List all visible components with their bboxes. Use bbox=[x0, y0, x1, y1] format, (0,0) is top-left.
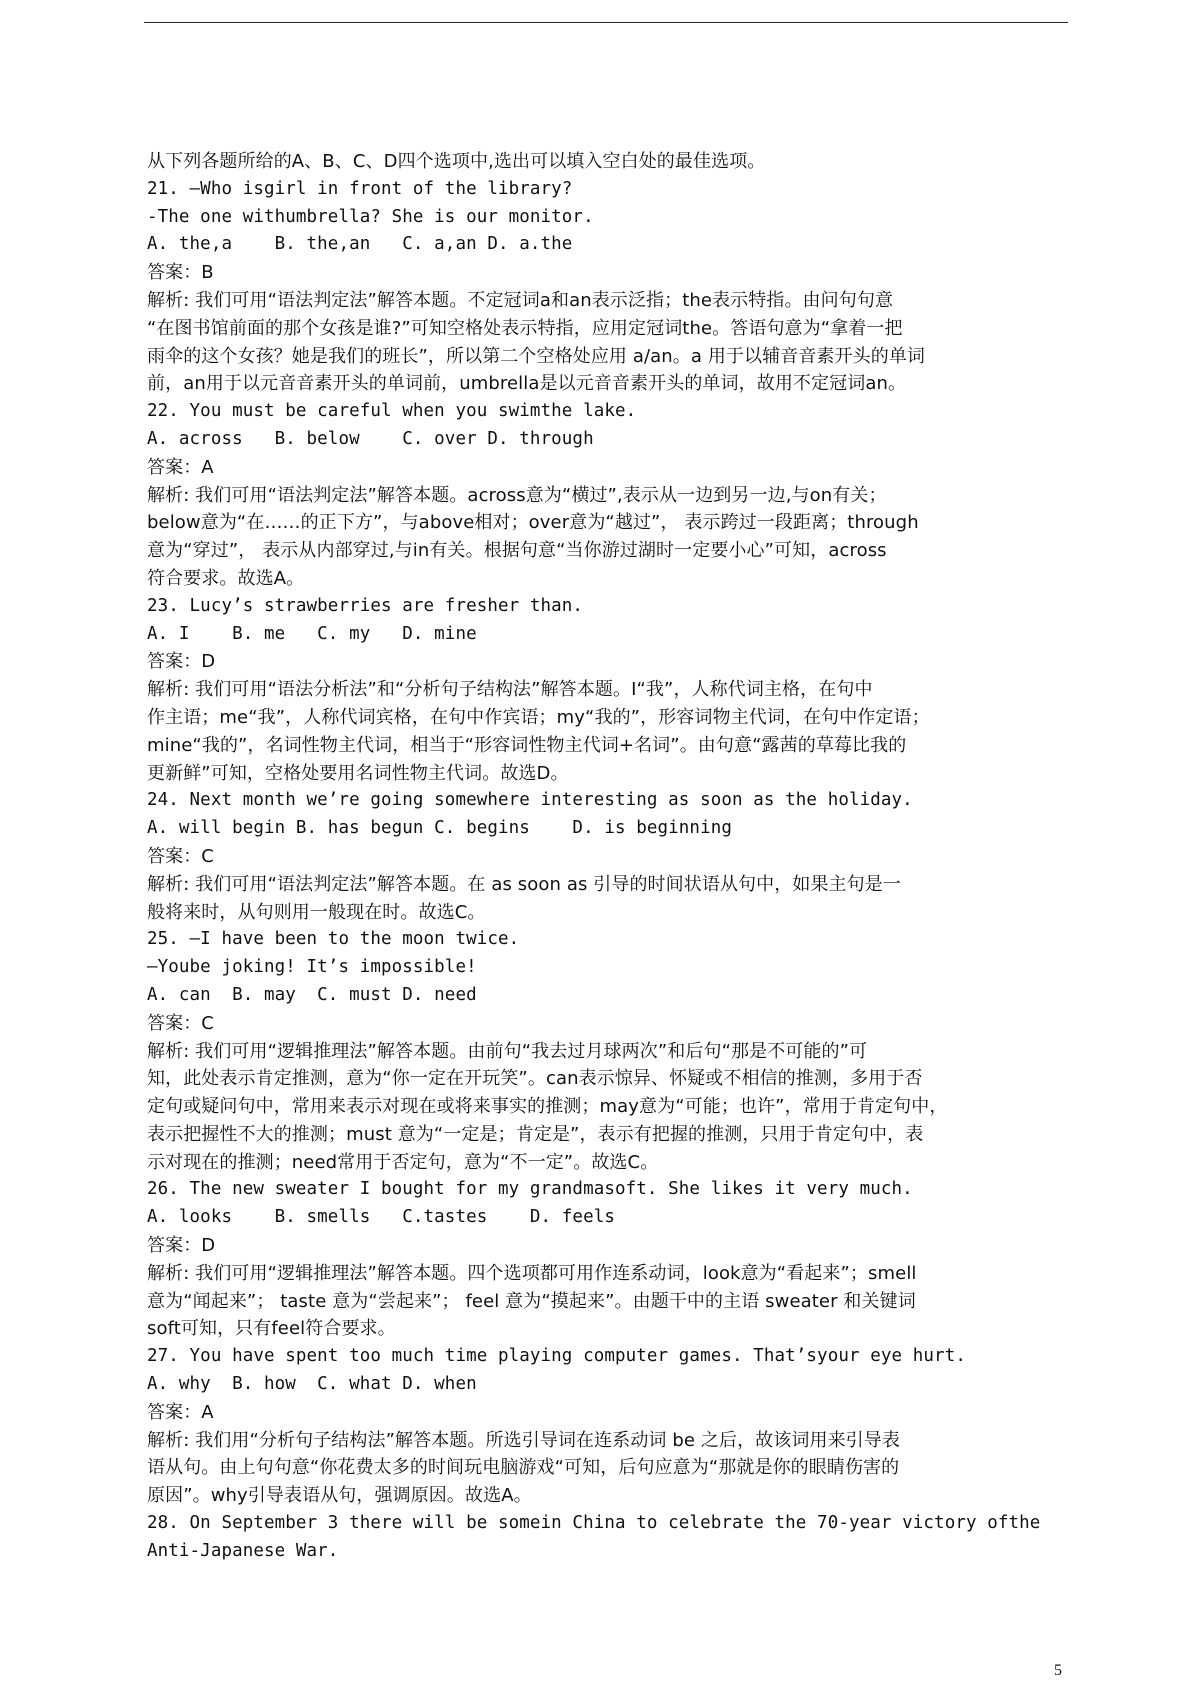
text-line: 作主语；me“我”，人称代词宾格，在句中作宾语；my“我的”，形容词物主代词，在句中作定语； bbox=[147, 706, 930, 728]
text-line: 示对现在的推测；need常用于否定句，意为“不一定”。故选C。 bbox=[147, 1151, 659, 1173]
text-line: 解析: 我们可用“逻辑推理法”解答本题。由前句“我去过月球两次”和后句“那是不可能的”可 bbox=[147, 1040, 868, 1062]
text-line: 答案：B bbox=[147, 262, 214, 284]
text-line: 意为“穿过”， 表示从内部穿过,与in有关。根据句意“当你游过湖时一定要小心”可知，across bbox=[147, 540, 887, 562]
text-line: 语从句。由上句句意“你花费太多的时间玩电脑游戏“可知，后句应意为“那就是你的眼睛伤害的 bbox=[147, 1457, 900, 1479]
text-line: 23. Lucy’s strawberries are fresher than. bbox=[147, 595, 584, 616]
text-line: 更新鲜”可知，空格处要用名词性物主代词。故选D。 bbox=[147, 762, 569, 784]
text-line: —Yoube joking! It’s impossible! bbox=[147, 957, 477, 978]
text-line: 答案：C bbox=[147, 845, 214, 867]
text-line: 答案：D bbox=[147, 651, 216, 673]
text-line: 答案：C bbox=[147, 1012, 214, 1034]
document-body bbox=[147, 148, 1067, 1566]
header-rule bbox=[144, 22, 1068, 23]
text-line: 21. —Who isgirl in front of the library? bbox=[147, 178, 573, 199]
text-line: -The one withumbrella? She is our monitor. bbox=[147, 206, 594, 227]
text-line: A. across B. below C. over D. through bbox=[147, 428, 594, 449]
text-line: Anti-Japanese War. bbox=[147, 1540, 339, 1561]
text-line: soft可知，只有feel符合要求。 bbox=[147, 1318, 396, 1340]
text-line: below意为“在……的正下方”，与above相对；over意为“越过”， 表示跨过一段距离；through bbox=[147, 512, 919, 534]
text-line: A. can B. may C. must D. need bbox=[147, 984, 477, 1005]
text-line: 解析: 我们可用“语法判定法”解答本题。在 as soon as 引导的时间状语从句中，如果主句是一 bbox=[147, 873, 901, 895]
text-line: 26. The new sweater I bought for my grandmasoft. She likes it very much. bbox=[147, 1179, 913, 1200]
text-line: 意为“闻起来”； taste 意为“尝起来”； feel 意为“摸起来”。由题干中的主语 sweater 和关键词 bbox=[147, 1290, 916, 1312]
text-line: “在图书馆前面的那个女孩是谁?”可知空格处表示特指，应用定冠词the。答语句意为“拿着一把 bbox=[147, 317, 903, 339]
text-line: 答案：A bbox=[147, 1401, 214, 1423]
text-line: A. I B. me C. my D. mine bbox=[147, 623, 477, 644]
text-line: 22. You must be careful when you swimthe lake. bbox=[147, 401, 637, 422]
text-line: 解析: 我们用“分析句子结构法”解答本题。所选引导词在连系动词 be 之后，故该词用来引导表 bbox=[147, 1429, 900, 1451]
text-line: 答案：D bbox=[147, 1235, 216, 1257]
text-line: 24. Next month we’re going somewhere interesting as soon as the holiday. bbox=[147, 790, 913, 811]
text-line: A. will begin B. has begun C. begins D. is beginning bbox=[147, 818, 732, 839]
text-line: 从下列各题所给的A、B、C、D四个选项中,选出可以填入空白处的最佳选项。 bbox=[147, 151, 766, 172]
text-line: 符合要求。故选A。 bbox=[147, 567, 305, 589]
text-line: 定句或疑问句中，常用来表示对现在或将来事实的推测；may意为“可能；也许”，常用于肯定句中， bbox=[147, 1096, 948, 1118]
text-line: 25. —I have been to the moon twice. bbox=[147, 929, 520, 950]
text-line: A. looks B. smells C.tastes D. feels bbox=[147, 1207, 615, 1228]
text-line: 解析: 我们可用“语法判定法”解答本题。不定冠词a和an表示泛指；the表示特指。由问句句意 bbox=[147, 289, 894, 311]
text-line: 知，此处表示肯定推测，意为“你一定在开玩笑”。can表示惊异、怀疑或不相信的推测，多用于否 bbox=[147, 1068, 923, 1090]
text-line: A. why B. how C. what D. when bbox=[147, 1374, 477, 1395]
text-line: 解析: 我们可用“语法分析法”和“分析句子结构法”解答本题。I“我”，人称代词主格，在句中 bbox=[147, 679, 873, 701]
page-number: 5 bbox=[1054, 1662, 1062, 1679]
text-line: A. the,a B. the,an C. a,an D. a.the bbox=[147, 234, 573, 255]
text-line: 雨伞的这个女孩？她是我们的班长”，所以第二个空格处应用 a/an。a 用于以辅音音素开头的单词 bbox=[147, 345, 926, 367]
text-line: 前，an用于以元音音素开头的单词前，umbrella是以元音音素开头的单词，故用不定冠词an。 bbox=[147, 373, 907, 395]
text-line: 解析: 我们可用“逻辑推理法”解答本题。四个选项都可用作连系动词，look意为“看起来”；smell bbox=[147, 1262, 917, 1284]
text-line: 28. On September 3 there will be somein China to celebrate the 70-year victory ofthe bbox=[147, 1513, 1041, 1534]
text-line: 原因”。why引导表语从句，强调原因。故选A。 bbox=[147, 1485, 532, 1507]
text-line: 解析: 我们可用“语法判定法”解答本题。across意为“横过”,表示从一边到另一边,与on有关； bbox=[147, 484, 887, 506]
text-line: 答案：A bbox=[147, 456, 214, 478]
text-line: 27. You have spent too much time playing computer games. That’syour eye hurt. bbox=[147, 1346, 966, 1367]
text-line: 般将来时，从句则用一般现在时。故选C。 bbox=[147, 901, 486, 923]
text-line: mine“我的”，名词性物主代词，相当于“形容词性物主代词+名词”。由句意“露茜的草莓比我的 bbox=[147, 734, 907, 756]
text-line: 表示把握性不大的推测；must 意为“一定是；肯定是”，表示有把握的推测，只用于肯定句中，表 bbox=[147, 1123, 924, 1145]
